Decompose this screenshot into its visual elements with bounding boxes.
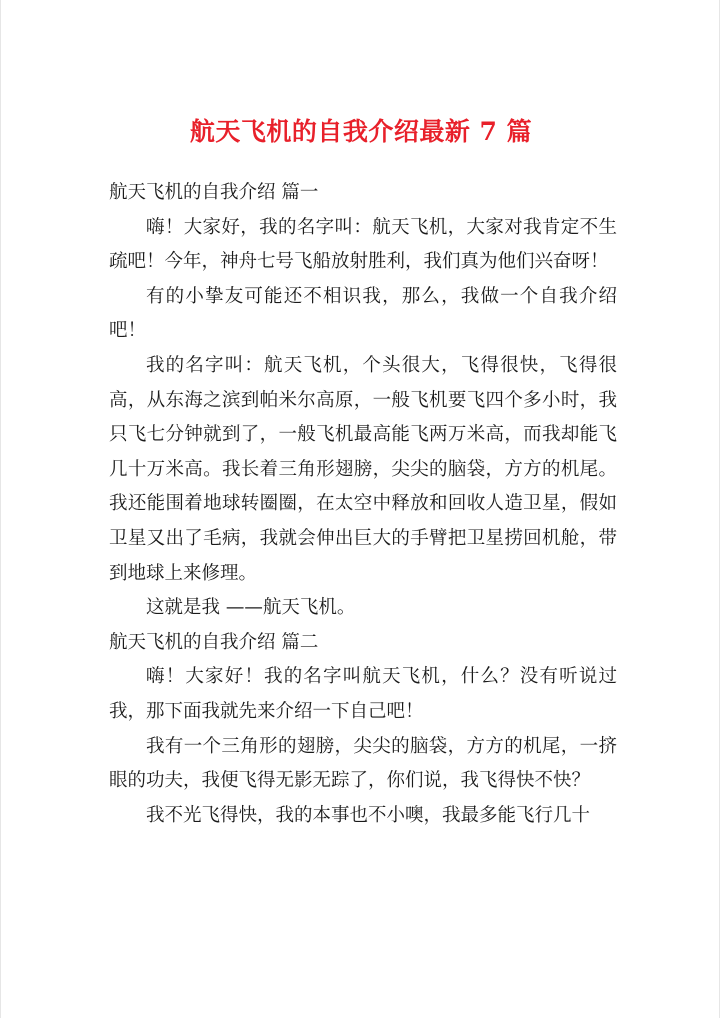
document-title: 航天飞机的自我介绍最新 7 篇 xyxy=(189,117,533,146)
paragraph: 我有一个三角形的翅膀，尖尖的脑袋，方方的机尾，一挤眼的功夫，我便飞得无影无踪了，你们说，我飞得快不快？ xyxy=(109,735,617,792)
paragraph: 这就是我 ——航天飞机。 xyxy=(146,597,356,619)
paragraph: 嗨！大家好，我的名字叫：航天飞机，大家对我肯定不生疏吧！今年，神舟七号飞船放射胜利，我们真为他们兴奋呀！ xyxy=(109,216,617,273)
paragraph: 有的小挚友可能还不相识我，那么，我做一个自我介绍吧！ xyxy=(109,285,617,342)
paragraph: 嗨！大家好！我的名字叫航天飞机，什么？没有听说过我，那下面我就先来介绍一下自己吧！ xyxy=(109,666,617,722)
section-heading-2: 航天飞机的自我介绍 篇二 xyxy=(109,631,319,653)
paragraph: 我的名字叫：航天飞机，个头很大，飞得很快，飞得很高，从东海之滨到帕米尔高原，一般飞机要飞四个多小时，我只飞七分钟就到了，一般飞机最高能飞两万米高，而我却能飞几十万米高。我长着三角形翅膀，尖尖的脑袋，方方的机尾。我还能围着地球转圈圈，在太空中释放和回收人造卫星，假如卫星又出了毛病，我就会伸出巨大的手臂把卫星捞回机舱，带到地球上来修理。 xyxy=(109,354,617,584)
section-heading-1: 航天飞机的自我介绍 篇一 xyxy=(109,182,319,203)
document-body xyxy=(109,176,617,833)
paragraph: 我不光飞得快，我的本事也不小噢，我最多能飞行几十 xyxy=(146,804,591,826)
